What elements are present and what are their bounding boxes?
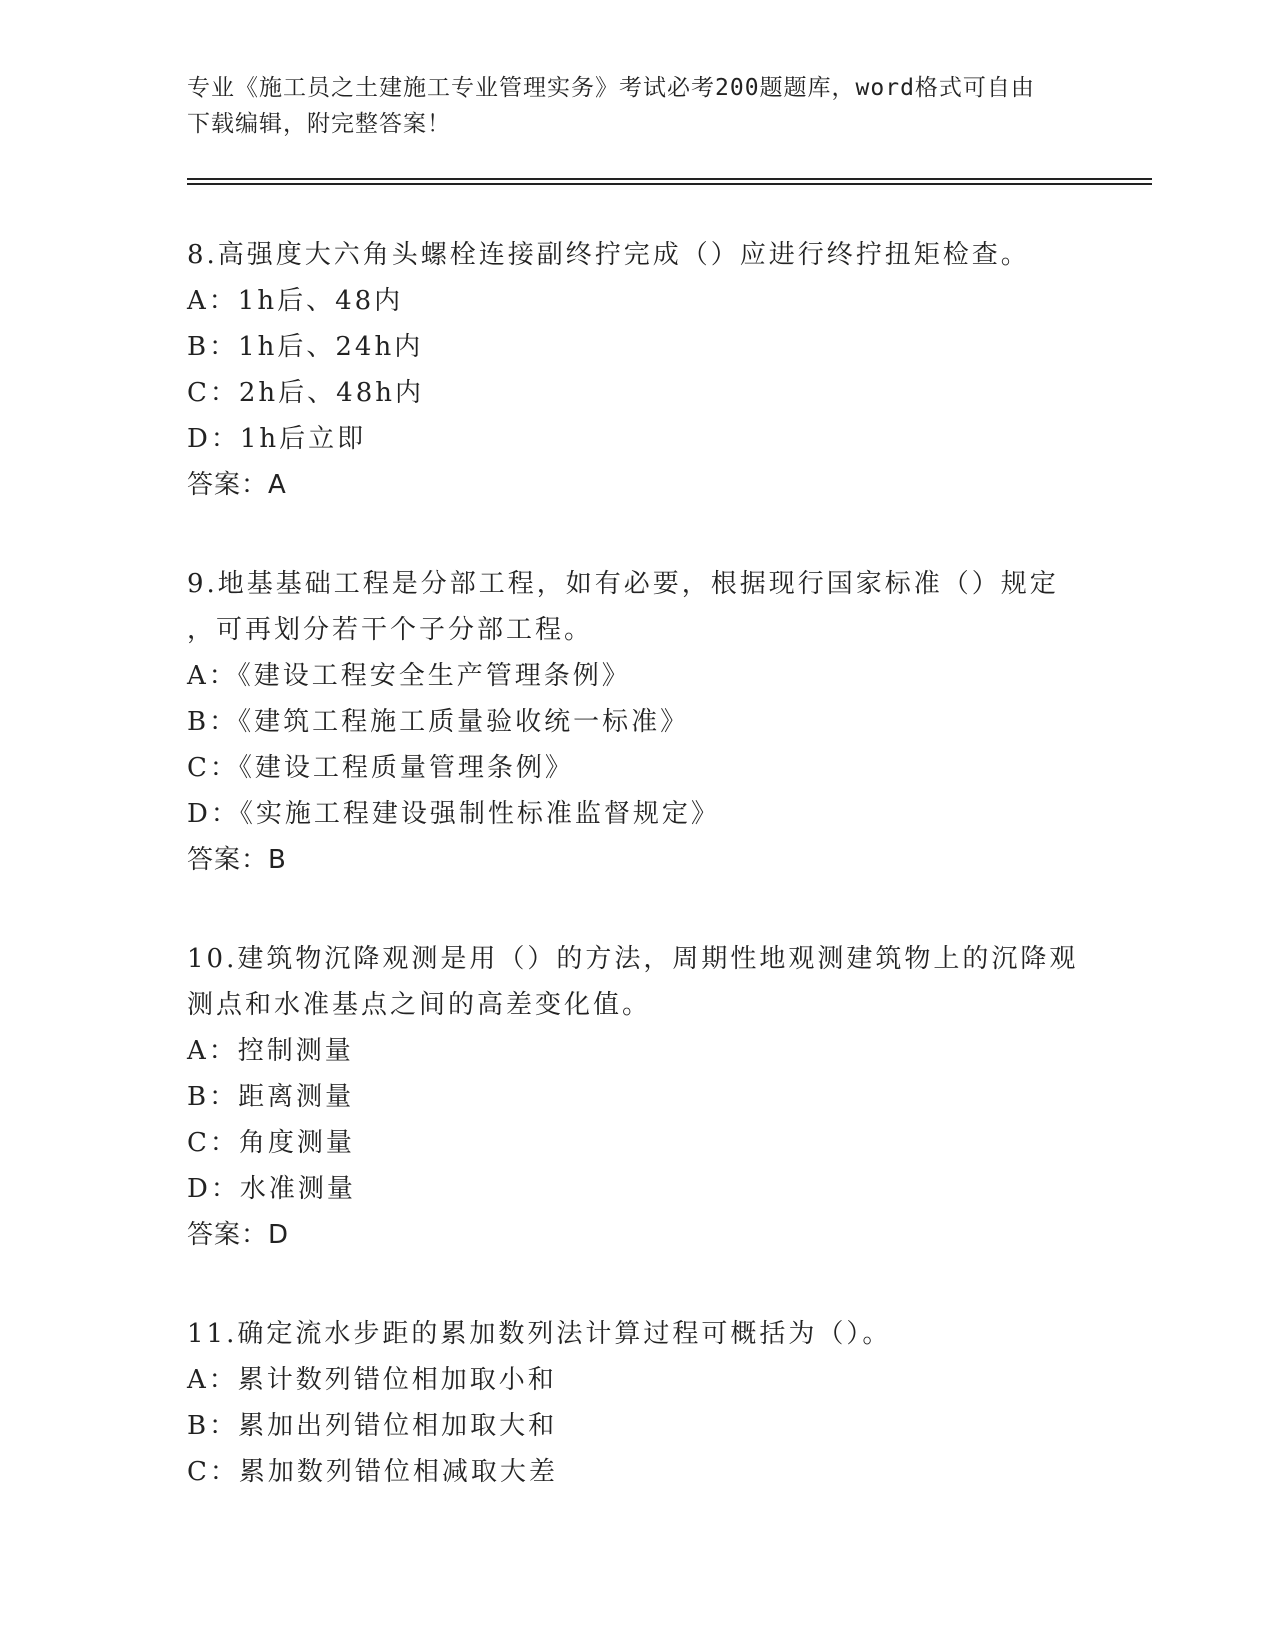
option-c: C：角度测量 (187, 1128, 355, 1158)
option-d: D：《实施工程建设强制性标准监督规定》 (187, 799, 720, 829)
option-d: D：水准测量 (187, 1174, 356, 1204)
option-b: B：距离测量 (187, 1082, 355, 1112)
option-a: A：控制测量 (187, 1036, 354, 1066)
answer: 答案：D (187, 1220, 290, 1250)
question-text-line-1: 10.建筑物沉降观测是用（）的方法，周期性地观测建筑物上的沉降观 (187, 944, 1079, 974)
option-b: B：1h后、24h内 (187, 332, 424, 362)
option-d: D：1h后立即 (187, 424, 367, 454)
question-10 (187, 936, 1087, 1258)
header-divider-bottom (187, 183, 1152, 185)
option-a: A：《建设工程安全生产管理条例》 (187, 661, 631, 691)
header-divider-top (187, 178, 1152, 180)
question-text-line-1: 9.地基基础工程是分部工程，如有必要，根据现行国家标准（）规定 (187, 569, 1059, 599)
answer: 答案：A (187, 470, 287, 500)
option-b: B：累加出列错位相加取大和 (187, 1411, 558, 1441)
question-8 (187, 232, 1087, 508)
document-header (187, 70, 1067, 142)
question-text-line-2: ，可再划分若干个子分部工程。 (187, 615, 594, 645)
header-line-2: 下载编辑，附完整答案！ (187, 111, 451, 137)
option-c: C：《建设工程质量管理条例》 (187, 753, 574, 783)
question-text-line-2: 测点和水准基点之间的高差变化值。 (187, 990, 652, 1020)
question-text: 8.高强度大六角头螺栓连接副终拧完成（）应进行终拧扭矩检查。 (187, 240, 1030, 270)
question-list (187, 232, 1087, 1548)
option-b: B：《建筑工程施工质量验收统一标准》 (187, 707, 690, 737)
question-9 (187, 561, 1087, 883)
option-c: C：累加数列错位相减取大差 (187, 1457, 558, 1487)
question-11 (187, 1311, 1087, 1495)
header-line-1: 专业《施工员之土建施工专业管理实务》考试必考200题题库，word格式可自由 (187, 75, 1035, 101)
option-a: A：累计数列错位相加取小和 (187, 1365, 557, 1395)
option-a: A：1h后、48内 (187, 286, 404, 316)
question-text: 11.确定流水步距的累加数列法计算过程可概括为（）。 (187, 1319, 892, 1349)
option-c: C：2h后、48h内 (187, 378, 425, 408)
answer: 答案：B (187, 845, 287, 875)
